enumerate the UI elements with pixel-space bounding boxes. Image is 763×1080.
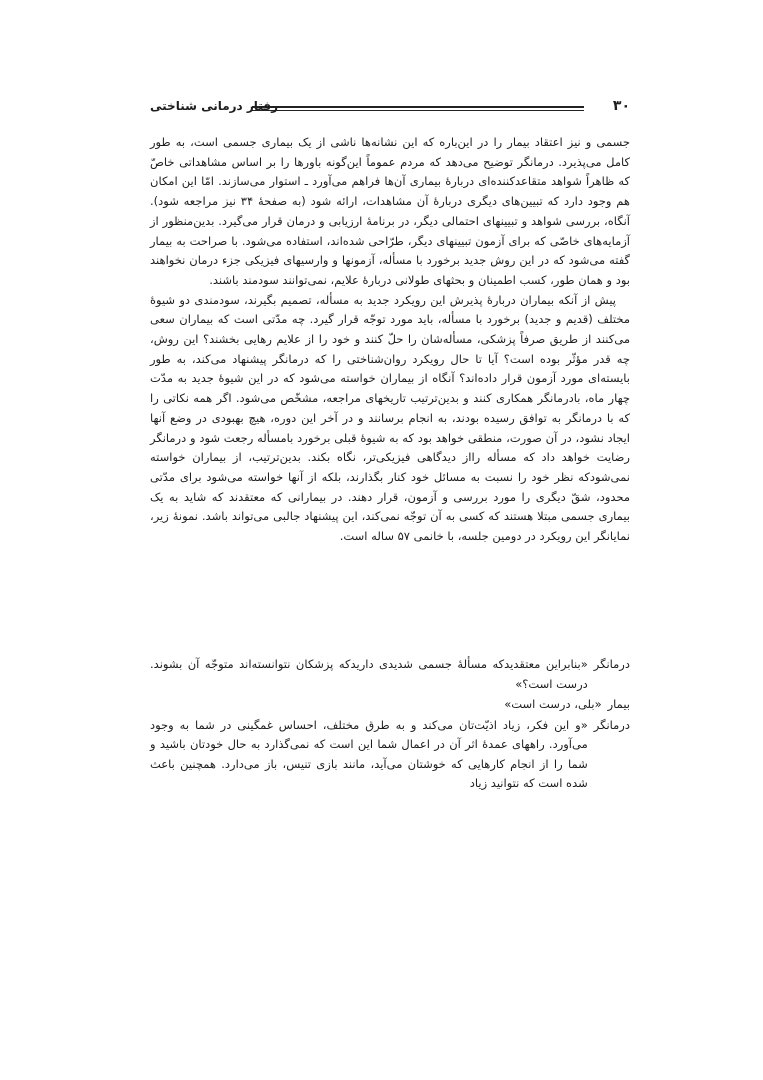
utterance: «بنابراین معتقدید‌که مسألهٔ جسمی شدیدی دارید‌که پزشکان نتوانسته‌اند متوجّه آن بشوند. درست است؟» — [150, 657, 588, 691]
speaker-label: درمانگر — [593, 657, 630, 671]
utterance: «و این فکر، زیاد اذیّت‌تان می‌کند و به طرق مختلف، احساس غمگینی در شما به وجود می‌آورد. راههای عمدهٔ اثر آن در اعمال شما این است که نمی‌گذارد به حال خودتان باشید و شما را از انجام کارهایی که خوشتان می‌آید، مانند بازی تنیس، باز می‌دارد. همچنین باعث شده است که نتوانید زیاد — [150, 717, 588, 790]
speaker-label: بیمار — [607, 697, 630, 711]
paragraph: جسمی و نیز اعتقاد بیمار را در این‌باره که این نشانه‌ها ناشی از یک بیماری جسمی است، به طور کامل می‌پذیرد. درمانگر توضیح می‌دهد که مردم عموماً این‌گونه باورها را بر اساس مشاهداتی خاصّ که ظاهراً شواهد متقاعدکننده‌ای دربارهٔ بیماری آن‌ها فراهم می‌آورد ـ استوار می‌سازند. امّا این امکان هم وجود دارد که تبیین‌های دیگری دربارهٔ آن مشاهدات، ارائه شود (به صفحهٔ ۳۴ نیز مراجعه شود). آنگاه، بررسی شواهد و تبیینهای احتمالی دیگر، در برنامهٔ ارزیابی و درمان قرار می‌گیرد. بدین‌منظور از آزمایه‌های خاصّی که برای آزمون تبیینهای دیگر، طرّاحی شده‌اند، استفاده می‌شود. با صراحت به بیمار گفته می‌شود که در این روش جدید برخورد با مسأله، آزمونها و وارسیهای فیزیکی جزء درمان نخواهند بود و همان طور، کسب اطمینان و بحثهای طولانی دربارهٔ علایم، نمی‌توانند سودمند باشند. — [150, 135, 630, 287]
page-number: ۳۰ — [612, 98, 630, 114]
body-text — [150, 133, 630, 547]
paragraph: پیش از آنکه بیماران دربارهٔ پذیرش این رویکرد جدید به مسأله، تصمیم بگیرند، سودمندی دو شیوهٔ مختلف (قدیم و جدید) برخورد با مسأله، باید مورد توجّه قرار گیرد. چه مدّتی است که بیماران سعی می‌کنند از طریق صرفاً پزشکی، مسأله‌شان را حلّ کنند و خود را از علایم رهایی بخشند؟ این روش، چه قدر مؤثّر بوده است؟ آیا تا حال رویکرد روان‌شناختی را که درمانگر پیشنهاد می‌کند، به طور بایسته‌ای مورد آزمون قرار داده‌اند؟ آنگاه از بیماران خواسته می‌شود که در این شیوهٔ جدید به مدّت چهار ماه، بادرمانگر همکاری کنند و بدین‌ترتیب تاریخهای مراجعه، مشخّص می‌شود. اگر همه نکاتی را که با درمانگر به توافق رسیده بودند، به انجام برسانند و در آخر این دوره، هیچ بهبودی در وضع آنها ایجاد نشود، در آن صورت، منطقی خواهد بود که به شیوهٔ قبلی برخورد بامسأله رجعت شود و درمانگر رضایت خواهد داد که مسأله رااز دیدگاهی فیزیکی‌تر، نگاه بکند. بدین‌ترتیب، از بیماران خواسته نمی‌شودکه نظر خود را نسبت به مسائل خود کنار بگذارند، بلکه از آنها خواسته می‌شود برای مدّتی محدود، شقّ دیگری را مورد بررسی و آزمون، قرار دهند. در بیمارانی که معتقدند که شاید به یک بیماری جسمی مبتلا هستند که کسی به آن توجّه نمی‌کند، این پیشنهاد جالبی می‌تواند باشد. نمونهٔ زیر، نمایانگر این رویکرد در دومین جلسه، با خانمی ۵۷ ساله است. — [150, 292, 630, 544]
running-head — [150, 96, 630, 120]
header-rule — [252, 106, 584, 108]
utterance: «بلی، درست است» — [504, 697, 602, 711]
running-head-title: رفتار درمانی شناختی — [150, 99, 278, 113]
speaker-label: درمانگر — [593, 717, 630, 732]
dialogue-turn — [150, 716, 630, 794]
dialogue-turn — [150, 655, 630, 694]
dialogue-transcript — [150, 655, 630, 795]
dialogue-turn — [150, 695, 630, 715]
